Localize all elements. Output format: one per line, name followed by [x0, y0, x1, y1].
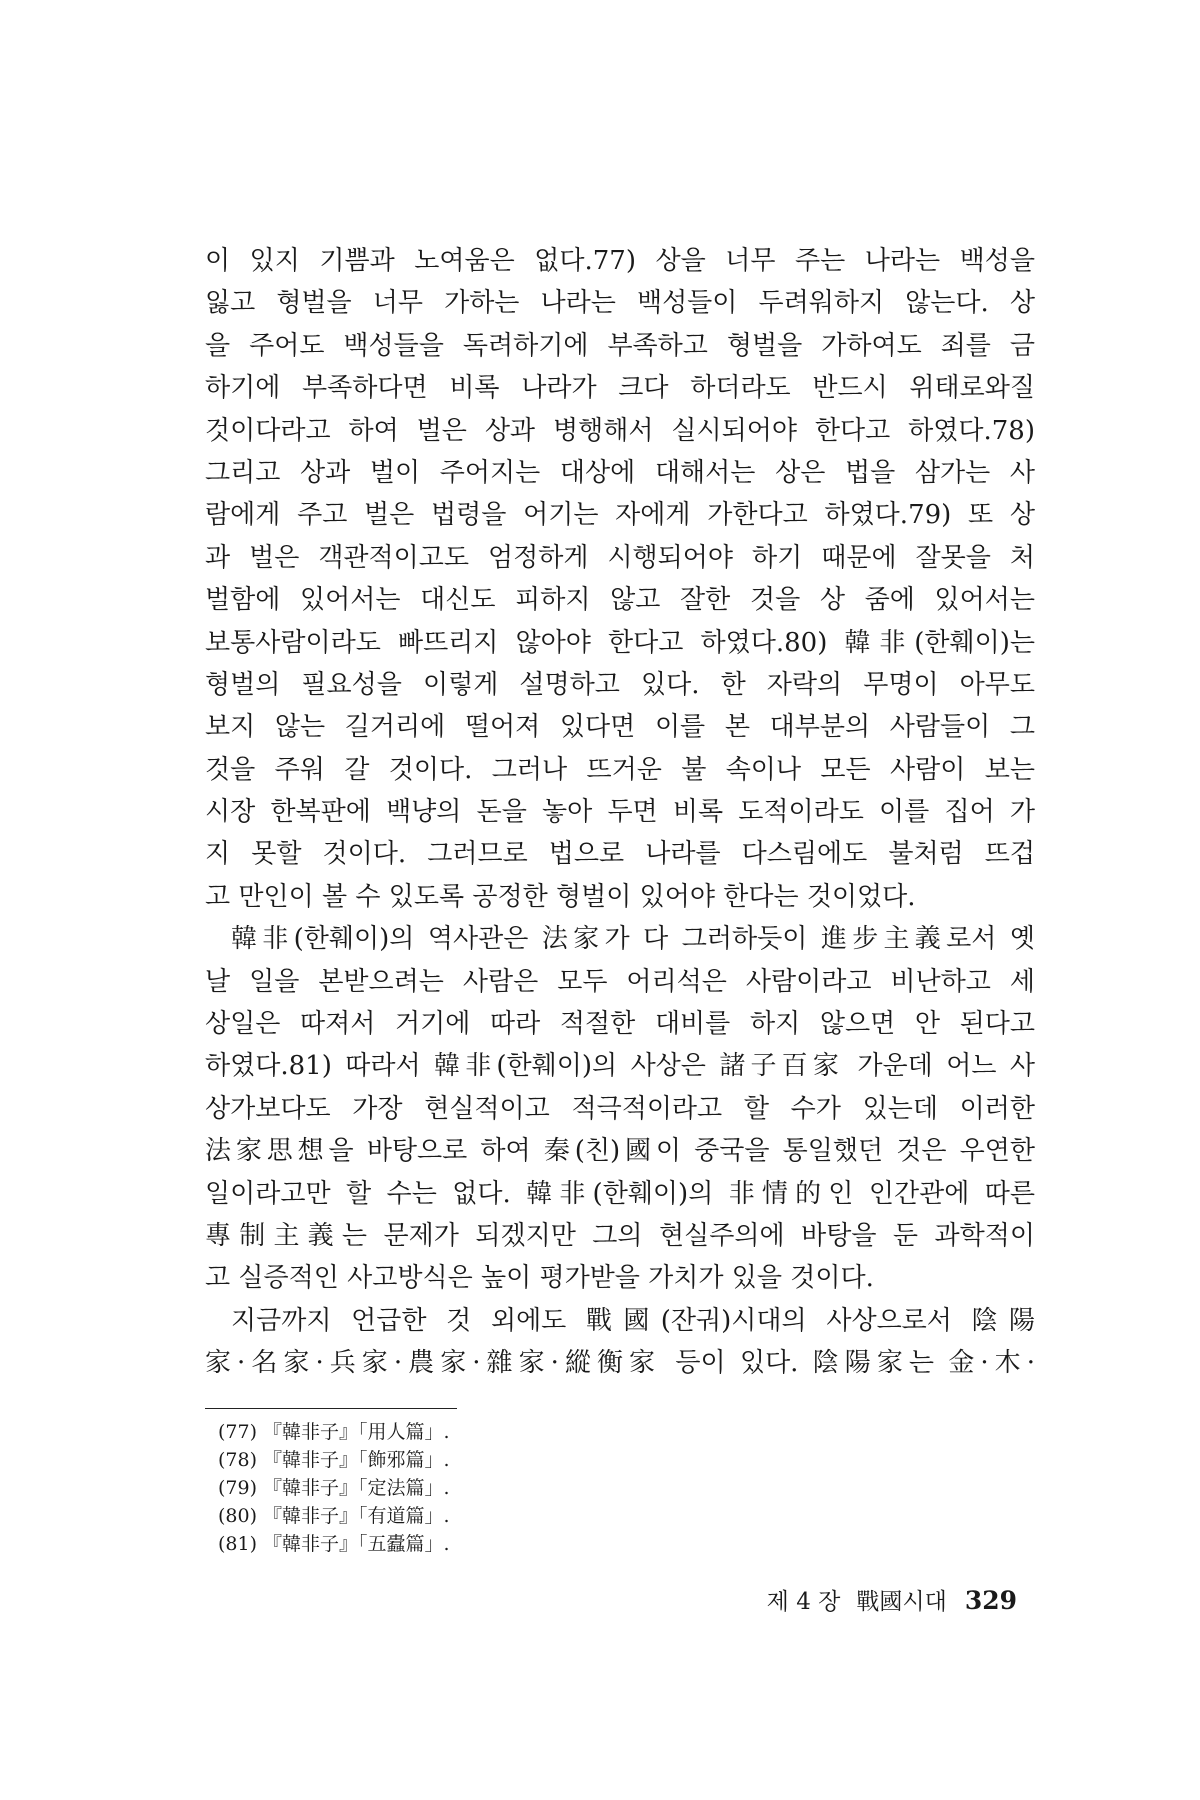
text-line: 보지 않는 길거리에 떨어져 있다면 이를 본 대부분의 사람들이 그	[205, 712, 1035, 743]
text-line: 것을 주워 갈 것이다. 그러나 뜨거운 불 속이나 모든 사람이 보는	[205, 754, 1035, 785]
text-line: 잃고 형벌을 너무 가하는 나라는 백성들이 두려워하지 않는다. 상	[205, 288, 1035, 319]
footnote: (80) 『韓非子』「有道篇」.	[218, 1505, 450, 1527]
text-line: 날 일을 본받으려는 사람은 모두 어리석은 사람이라고 비난하고 세	[205, 966, 1035, 997]
page-number: 329	[964, 1586, 1017, 1615]
text-line: 시장 한복판에 백냥의 돈을 놓아 두면 비록 도적이라도 이를 집어 가	[205, 797, 1035, 828]
section-label: 戰國시대	[856, 1589, 947, 1615]
text-line: 韓非(한훼이)의 역사관은 法家가 다 그러하듯이 進步主義로서 옛	[231, 924, 1035, 955]
footnote-divider	[205, 1408, 457, 1409]
footnote: (77) 『韓非子』「用人篇」.	[218, 1421, 450, 1443]
text-line: 을 주어도 백성들을 독려하기에 부족하고 형벌을 가하여도 죄를 금	[205, 330, 1035, 361]
text-line: 과 벌은 객관적이고도 엄정하게 시행되어야 하기 때문에 잘못을 처	[205, 542, 1035, 573]
text-line: 이 있지 기쁨과 노여움은 없다.77) 상을 너무 주는 나라는 백성을	[205, 246, 1035, 276]
body-text	[205, 240, 1035, 1385]
text-line: 하였다.81) 따라서 韓非(한훼이)의 사상은 諸子百家 가운데 어느 사	[205, 1051, 1035, 1082]
text-line: 상가보다도 가장 현실적이고 적극적이라고 할 수가 있는데 이러한	[205, 1093, 1035, 1124]
chapter-label: 제 4 장	[766, 1589, 841, 1615]
text-line: 고 실증적인 사고방식은 높이 평가받을 가치가 있을 것이다.	[205, 1263, 874, 1294]
footnote: (81) 『韓非子』「五蠹篇」.	[218, 1533, 450, 1555]
text-line: 法家思想을 바탕으로 하여 秦(친)國이 중국을 통일했던 것은 우연한	[205, 1136, 1035, 1167]
text-line: 하기에 부족하다면 비록 나라가 크다 하더라도 반드시 위태로와질	[205, 373, 1035, 404]
footnote: (79) 『韓非子』「定法篇」.	[218, 1477, 450, 1499]
text-line: 일이라고만 할 수는 없다. 韓非(한훼이)의 非情的인 인간관에 따른	[205, 1178, 1035, 1209]
text-line: 상일은 따져서 거기에 따라 적절한 대비를 하지 않으면 안 된다고	[205, 1009, 1035, 1040]
footnote: (78) 『韓非子』「飾邪篇」.	[218, 1449, 450, 1471]
text-line: 람에게 주고 벌은 법령을 어기는 자에게 가한다고 하였다.79) 또 상	[205, 500, 1035, 531]
text-line: 그리고 상과 벌이 주어지는 대상에 대해서는 상은 법을 삼가는 사	[205, 457, 1035, 488]
text-line: 보통사람이라도 빠뜨리지 않아야 한다고 하였다.80) 韓非(한훼이)는	[205, 627, 1035, 658]
text-line: 형벌의 필요성을 이렇게 설명하고 있다. 한 자락의 무명이 아무도	[205, 669, 1035, 700]
text-line: 지금까지 언급한 것 외에도 戰國(잔궈)시대의 사상으로서 陰陽	[231, 1305, 1035, 1336]
footnotes	[218, 1418, 718, 1558]
text-line: 專制主義는 문제가 되겠지만 그의 현실주의에 바탕을 둔 과학적이	[205, 1220, 1035, 1251]
text-line: 벌함에 있어서는 대신도 피하지 않고 잘한 것을 상 줌에 있어서는	[205, 585, 1035, 616]
text-line: 지 못할 것이다. 그러므로 법으로 나라를 다스림에도 불처럼 뜨겁	[205, 839, 1035, 870]
text-line: 것이다라고 하여 벌은 상과 병행해서 실시되어야 한다고 하였다.78)	[205, 415, 1035, 446]
text-line: 家·名家·兵家·農家·雜家·縱衡家 등이 있다. 陰陽家는 金·木·	[205, 1348, 1035, 1379]
text-line: 고 만인이 볼 수 있도록 공정한 형벌이 있어야 한다는 것이었다.	[205, 881, 916, 912]
running-footer	[767, 1583, 1017, 1616]
